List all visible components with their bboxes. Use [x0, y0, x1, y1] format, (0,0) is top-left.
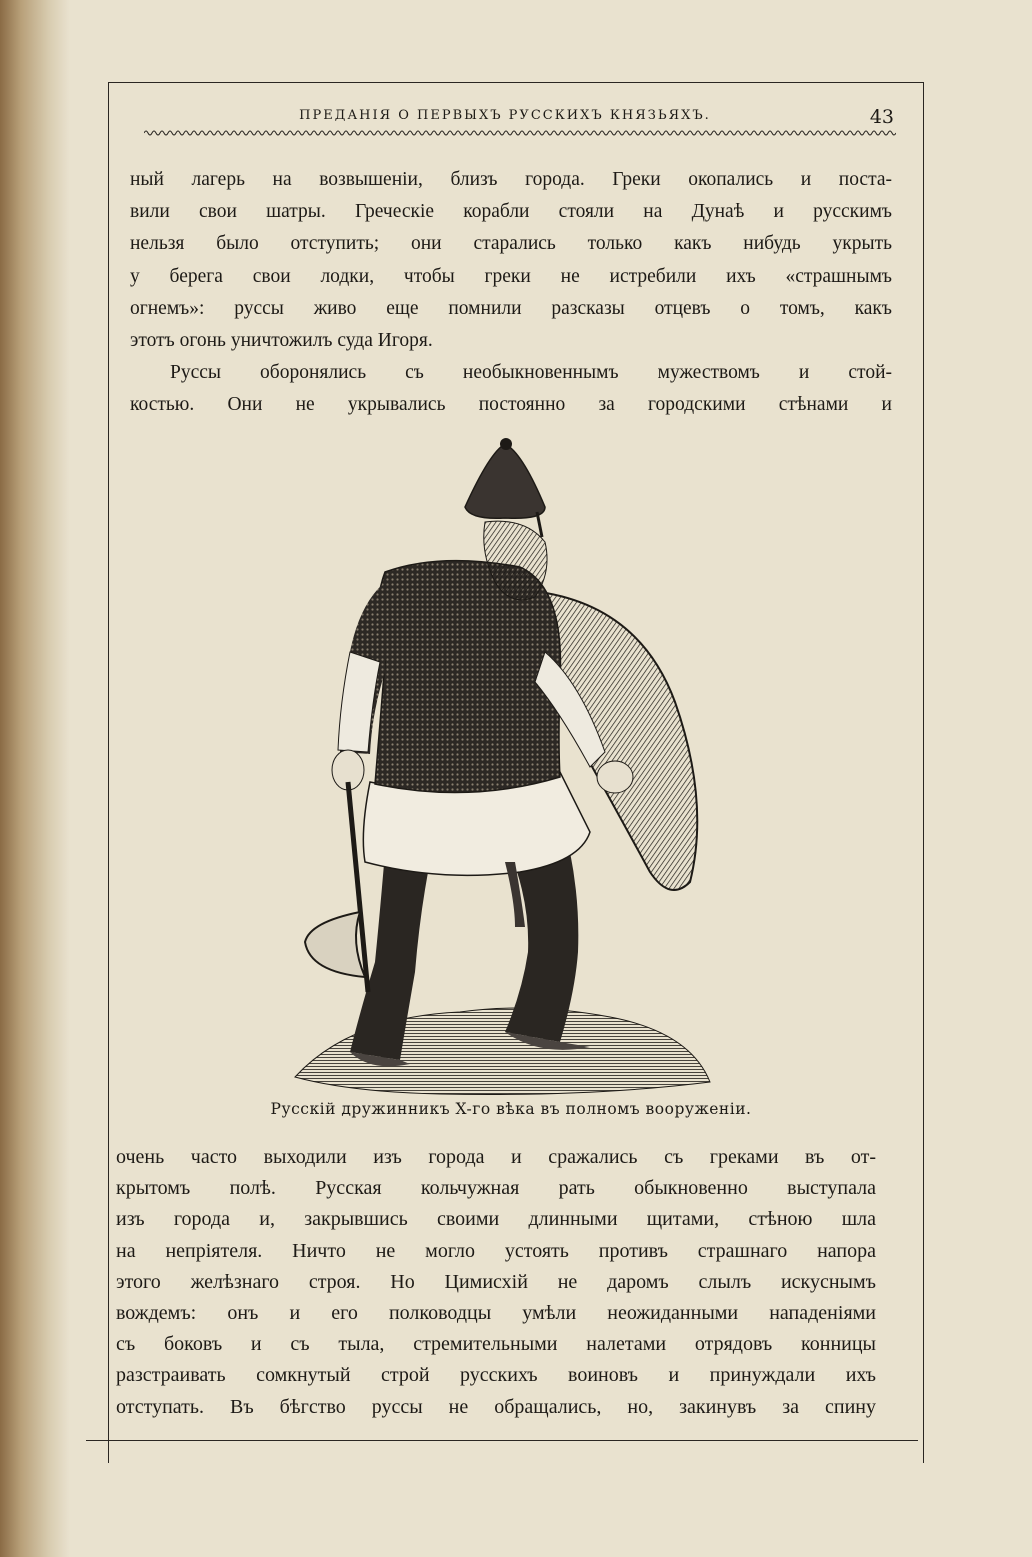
- text-line: нельзя было отступить; они старались только какъ нибудь укрыть: [130, 233, 892, 255]
- book-spine-shadow: [0, 0, 70, 1557]
- text-line: на непріятеля. Ничто не могло устоять противъ страшнаго напора: [116, 1239, 876, 1262]
- text-line: очень часто выходили изъ города и сражались съ греками въ от-: [116, 1146, 876, 1168]
- running-title: ПРЕДАНІЯ О ПЕРВЫХЪ РУССКИХЪ КНЯЗЬЯХЪ.: [299, 108, 711, 123]
- text-line: разстраивать сомкнутый строй русскихъ воиновъ и принуждали ихъ: [116, 1364, 876, 1387]
- text-line: Руссы оборонялись съ необыкновеннымъ мужествомъ и стой-: [170, 362, 892, 384]
- text-line: изъ города и, закрывшись своими длинными щитами, стѣною шла: [116, 1208, 876, 1231]
- text-line: вили свои шатры. Греческіе корабли стояли на Дунаѣ и русскимъ: [130, 201, 892, 223]
- text-line: ный лагерь на возвышеніи, близъ города. Греки окопались и поста-: [130, 169, 892, 190]
- text-line: огнемъ»: руссы живо еще помнили разсказы отцевъ о томъ, какъ: [130, 297, 892, 319]
- text-line: этотъ огонь уничтожилъ суда Игоря.: [130, 330, 433, 352]
- text-line: вождемъ: онъ и его полководцы умѣли неожиданными нападеніями: [116, 1302, 876, 1325]
- text-line: съ боковъ и съ тыла, стремительными налетами отрядовъ конницы: [116, 1333, 876, 1356]
- decorative-wavy-rule: [144, 128, 896, 138]
- page-number: 43: [869, 106, 894, 128]
- illustration-caption: Русскій дружинникъ X-го вѣка въ полномъ вооруженіи.: [270, 1100, 752, 1118]
- bottom-text-block: [116, 1142, 876, 1423]
- text-line: этого желѣзнаго строя. Но Цимисхій не даромъ слылъ искуснымъ: [116, 1270, 876, 1293]
- warrior-engraving-icon: [290, 432, 720, 1102]
- text-line: костью. Они не укрывались постоянно за городскими стѣнами и: [130, 394, 892, 416]
- text-line: крытомъ полѣ. Русская кольчужная рать обыкновенно выступала: [116, 1177, 876, 1200]
- text-line: у берега свои лодки, чтобы греки не истребили ихъ «страшнымъ: [130, 265, 892, 287]
- bottom-rule: [86, 1440, 918, 1441]
- top-text-block: [130, 164, 892, 422]
- text-line: отступать. Въ бѣгство руссы не обращались, но, закинувъ за спину: [116, 1395, 876, 1418]
